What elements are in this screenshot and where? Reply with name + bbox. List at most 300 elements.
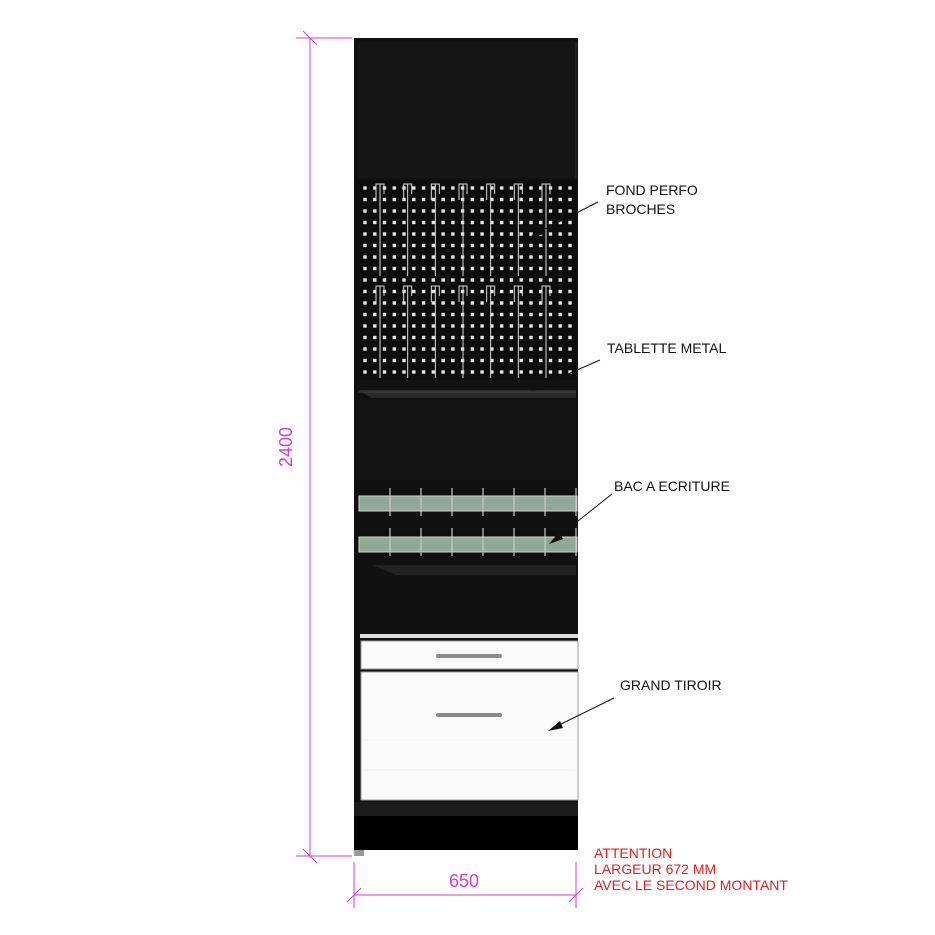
peg-hole: [451, 336, 454, 339]
peg-hole: [520, 313, 523, 316]
peg-hole: [383, 232, 386, 235]
peg-hole: [559, 313, 562, 316]
peg-hole: [500, 221, 503, 224]
peg-hole: [559, 290, 562, 293]
peg-hole: [432, 313, 435, 316]
peg-hole: [422, 244, 425, 247]
peg-hole: [510, 370, 513, 373]
peg-hole: [500, 244, 503, 247]
drawer-block: [358, 632, 578, 802]
peg-hole: [568, 347, 571, 350]
height-dimension: [296, 31, 352, 863]
peg-hole: [559, 347, 562, 350]
peg-hole: [432, 290, 435, 293]
peg-hole: [500, 370, 503, 373]
peg-hole: [422, 370, 425, 373]
peg-hole: [471, 209, 474, 212]
peg-hole: [422, 336, 425, 339]
peg-hole: [422, 347, 425, 350]
peg-hole: [510, 244, 513, 247]
peg-hole: [432, 209, 435, 212]
width-dimension-label: 650: [448, 871, 480, 891]
peg-hole: [471, 278, 474, 281]
peg-hole: [510, 232, 513, 235]
peg-hole: [363, 267, 366, 270]
peg-hole: [539, 347, 542, 350]
peg-hole: [373, 255, 376, 258]
peg-hole: [549, 198, 552, 201]
warning-line-2: LARGEUR 672 MM: [594, 861, 717, 877]
peg-hole: [568, 221, 571, 224]
peg-hole: [510, 255, 513, 258]
peg-hole: [383, 313, 386, 316]
peg-hole: [432, 278, 435, 281]
peg-hole: [529, 255, 532, 258]
peg-hole: [539, 244, 542, 247]
peg-hole: [363, 221, 366, 224]
peg-hole: [422, 255, 425, 258]
peg-hole: [510, 290, 513, 293]
peg-hole: [451, 244, 454, 247]
peg-hole: [510, 336, 513, 339]
peg-hole: [412, 370, 415, 373]
plinth-top: [354, 802, 578, 816]
metal-shelf: [358, 390, 576, 480]
peg-hole: [402, 347, 405, 350]
peg-hole: [451, 198, 454, 201]
peg-hole: [500, 324, 503, 327]
peg-hole: [529, 359, 532, 362]
peg-hole: [422, 324, 425, 327]
peg-hole: [363, 278, 366, 281]
peg-hole: [422, 198, 425, 201]
peg-hole: [510, 301, 513, 304]
peg-hole: [363, 209, 366, 212]
peg-hole: [520, 244, 523, 247]
peg-hole: [549, 324, 552, 327]
peg-hole: [412, 232, 415, 235]
peg-hole: [422, 290, 425, 293]
peg-hole: [520, 301, 523, 304]
peg-hole: [432, 255, 435, 258]
label-tablette-metal: TABLETTE METAL: [607, 340, 727, 356]
peg-hole: [480, 267, 483, 270]
peg-hole: [520, 370, 523, 373]
peg-hole: [393, 347, 396, 350]
peg-hole: [393, 324, 396, 327]
peg-hole: [559, 336, 562, 339]
peg-hole: [363, 232, 366, 235]
peg-hole: [480, 198, 483, 201]
peg-hole: [363, 301, 366, 304]
peg-hole: [393, 313, 396, 316]
peg-hole: [383, 359, 386, 362]
peg-hole: [471, 290, 474, 293]
peg-hole: [441, 359, 444, 362]
peg-hole: [432, 324, 435, 327]
peg-hole: [480, 232, 483, 235]
peg-hole: [383, 370, 386, 373]
peg-hole: [383, 267, 386, 270]
peg-hole: [480, 209, 483, 212]
peg-hole: [471, 244, 474, 247]
peg-hole: [549, 301, 552, 304]
peg-hole: [480, 290, 483, 293]
peg-hole: [412, 313, 415, 316]
peg-hole: [363, 186, 366, 189]
peg-hole: [510, 278, 513, 281]
peg-hole: [393, 255, 396, 258]
peg-hole: [451, 290, 454, 293]
peg-hole: [510, 221, 513, 224]
peg-hole: [549, 267, 552, 270]
peg-hole: [529, 336, 532, 339]
peg-hole: [383, 301, 386, 304]
peg-hole: [373, 232, 376, 235]
peg-hole: [451, 370, 454, 373]
peg-hole: [422, 278, 425, 281]
peg-hole: [559, 267, 562, 270]
peg-hole: [568, 301, 571, 304]
peg-hole: [422, 301, 425, 304]
peg-hole: [432, 186, 435, 189]
peg-hole: [510, 209, 513, 212]
peg-hole: [402, 370, 405, 373]
peg-hole: [568, 290, 571, 293]
peg-hole: [559, 244, 562, 247]
peg-hole: [520, 324, 523, 327]
peg-hole: [402, 255, 405, 258]
peg-hole: [568, 267, 571, 270]
peg-hole: [559, 209, 562, 212]
peg-hole: [510, 359, 513, 362]
peg-hole: [559, 370, 562, 373]
peg-hole: [480, 347, 483, 350]
peg-hole: [471, 186, 474, 189]
peg-hole: [383, 221, 386, 224]
peg-hole: [529, 347, 532, 350]
peg-hole: [568, 232, 571, 235]
peg-hole: [549, 370, 552, 373]
peg-hole: [363, 359, 366, 362]
peg-hole: [549, 232, 552, 235]
peg-hole: [441, 336, 444, 339]
peg-hole: [520, 278, 523, 281]
peg-hole: [539, 324, 542, 327]
peg-hole: [480, 324, 483, 327]
peg-hole: [363, 313, 366, 316]
peg-hole: [393, 301, 396, 304]
peg-hole: [529, 313, 532, 316]
peg-hole: [559, 232, 562, 235]
peg-hole: [412, 255, 415, 258]
peg-hole: [539, 221, 542, 224]
peg-hole: [412, 347, 415, 350]
peg-hole: [441, 255, 444, 258]
peg-hole: [393, 267, 396, 270]
peg-hole: [422, 359, 425, 362]
peg-hole: [471, 370, 474, 373]
peg-hole: [559, 301, 562, 304]
peg-hole: [568, 278, 571, 281]
peg-hole: [422, 313, 425, 316]
peg-hole: [402, 313, 405, 316]
peg-hole: [422, 232, 425, 235]
peg-hole: [451, 255, 454, 258]
plinth: [354, 816, 578, 850]
peg-hole: [402, 232, 405, 235]
peg-hole: [383, 324, 386, 327]
peg-hole: [393, 336, 396, 339]
peg-hole: [471, 324, 474, 327]
pegboard-panel: [360, 180, 576, 380]
peg-hole: [549, 278, 552, 281]
peg-hole: [393, 221, 396, 224]
peg-hole: [520, 267, 523, 270]
peg-hole: [539, 278, 542, 281]
peg-hole: [529, 209, 532, 212]
peg-hole: [451, 267, 454, 270]
peg-hole: [539, 370, 542, 373]
peg-hole: [383, 278, 386, 281]
peg-hole: [471, 336, 474, 339]
peg-hole: [363, 244, 366, 247]
peg-hole: [520, 198, 523, 201]
peg-hole: [529, 198, 532, 201]
peg-hole: [432, 232, 435, 235]
peg-hole: [422, 186, 425, 189]
peg-hole: [568, 359, 571, 362]
peg-hole: [402, 324, 405, 327]
peg-hole: [559, 186, 562, 189]
peg-hole: [520, 221, 523, 224]
peg-hole: [539, 359, 542, 362]
warning-line-3: AVEC LE SECOND MONTANT: [594, 877, 788, 893]
peg-hole: [500, 232, 503, 235]
peg-hole: [559, 278, 562, 281]
peg-hole: [529, 290, 532, 293]
peg-hole: [549, 359, 552, 362]
peg-hole: [480, 370, 483, 373]
peg-hole: [393, 198, 396, 201]
peg-hole: [520, 336, 523, 339]
peg-hole: [363, 324, 366, 327]
peg-hole: [510, 267, 513, 270]
peg-hole: [441, 290, 444, 293]
peg-hole: [412, 186, 415, 189]
peg-hole: [432, 359, 435, 362]
peg-hole: [393, 278, 396, 281]
pegboard-background: [360, 180, 576, 380]
peg-hole: [412, 359, 415, 362]
large-drawer: [361, 672, 578, 800]
peg-hole: [480, 301, 483, 304]
peg-hole: [412, 336, 415, 339]
peg-hole: [539, 255, 542, 258]
peg-hole: [568, 336, 571, 339]
peg-hole: [568, 186, 571, 189]
peg-hole: [539, 267, 542, 270]
peg-hole: [441, 301, 444, 304]
peg-hole: [480, 221, 483, 224]
peg-hole: [441, 324, 444, 327]
peg-hole: [500, 209, 503, 212]
peg-hole: [500, 267, 503, 270]
peg-hole: [363, 255, 366, 258]
peg-hole: [500, 278, 503, 281]
peg-hole: [500, 359, 503, 362]
peg-hole: [500, 198, 503, 201]
peg-hole: [471, 255, 474, 258]
peg-hole: [441, 370, 444, 373]
peg-hole: [559, 324, 562, 327]
peg-hole: [432, 244, 435, 247]
peg-hole: [441, 221, 444, 224]
peg-hole: [412, 244, 415, 247]
peg-hole: [373, 324, 376, 327]
peg-hole: [559, 359, 562, 362]
peg-hole: [373, 221, 376, 224]
peg-hole: [451, 278, 454, 281]
peg-hole: [480, 186, 483, 189]
peg-hole: [412, 198, 415, 201]
peg-hole: [383, 255, 386, 258]
peg-hole: [383, 198, 386, 201]
peg-hole: [402, 209, 405, 212]
peg-hole: [393, 370, 396, 373]
peg-hole: [451, 186, 454, 189]
peg-hole: [510, 186, 513, 189]
peg-hole: [432, 370, 435, 373]
peg-hole: [500, 301, 503, 304]
peg-hole: [432, 347, 435, 350]
peg-hole: [432, 198, 435, 201]
peg-hole: [510, 347, 513, 350]
label-bac-ecriture: BAC A ECRITURE: [614, 478, 730, 494]
peg-hole: [363, 198, 366, 201]
writing-tray-lower: [359, 537, 577, 552]
peg-hole: [549, 336, 552, 339]
peg-hole: [441, 209, 444, 212]
peg-hole: [373, 313, 376, 316]
peg-hole: [402, 336, 405, 339]
peg-hole: [539, 313, 542, 316]
peg-hole: [402, 221, 405, 224]
peg-hole: [363, 290, 366, 293]
peg-hole: [471, 301, 474, 304]
peg-hole: [412, 301, 415, 304]
peg-hole: [373, 347, 376, 350]
peg-hole: [393, 290, 396, 293]
label-grand-tiroir: GRAND TIROIR: [620, 677, 722, 693]
peg-hole: [529, 186, 532, 189]
peg-hole: [510, 313, 513, 316]
peg-hole: [480, 359, 483, 362]
peg-hole: [539, 209, 542, 212]
peg-hole: [568, 313, 571, 316]
peg-hole: [471, 267, 474, 270]
peg-hole: [568, 244, 571, 247]
peg-hole: [480, 255, 483, 258]
peg-hole: [500, 347, 503, 350]
peg-hole: [520, 255, 523, 258]
peg-hole: [422, 221, 425, 224]
peg-hole: [461, 278, 464, 281]
peg-hole: [451, 313, 454, 316]
label-broches: BROCHES: [606, 201, 676, 217]
peg-hole: [383, 209, 386, 212]
peg-hole: [529, 221, 532, 224]
peg-hole: [529, 244, 532, 247]
peg-hole: [500, 255, 503, 258]
peg-hole: [520, 232, 523, 235]
peg-hole: [549, 209, 552, 212]
peg-hole: [393, 232, 396, 235]
peg-hole: [500, 336, 503, 339]
peg-hole: [373, 359, 376, 362]
peg-hole: [451, 324, 454, 327]
peg-hole: [451, 209, 454, 212]
peg-hole: [510, 198, 513, 201]
peg-hole: [373, 278, 376, 281]
peg-hole: [480, 313, 483, 316]
peg-hole: [549, 255, 552, 258]
peg-hole: [383, 244, 386, 247]
top-panel: [358, 42, 576, 178]
peg-hole: [441, 267, 444, 270]
peg-hole: [451, 301, 454, 304]
peg-hole: [373, 244, 376, 247]
peg-hole: [529, 324, 532, 327]
peg-hole: [441, 278, 444, 281]
small-drawer-handle: [436, 654, 502, 658]
peg-hole: [500, 290, 503, 293]
peg-hole: [373, 370, 376, 373]
writing-tray-upper: [359, 496, 577, 511]
peg-hole: [529, 370, 532, 373]
peg-hole: [490, 278, 493, 281]
peg-hole: [529, 301, 532, 304]
peg-hole: [451, 221, 454, 224]
peg-hole: [441, 186, 444, 189]
peg-hole: [559, 198, 562, 201]
peg-hole: [568, 198, 571, 201]
adjustable-foot: [354, 850, 364, 856]
peg-hole: [441, 313, 444, 316]
peg-hole: [539, 336, 542, 339]
peg-hole: [451, 359, 454, 362]
peg-hole: [402, 359, 405, 362]
peg-hole: [393, 244, 396, 247]
peg-hole: [568, 209, 571, 212]
peg-hole: [393, 186, 396, 189]
large-drawer-handle: [436, 713, 502, 717]
peg-hole: [520, 209, 523, 212]
peg-hole: [500, 186, 503, 189]
peg-hole: [383, 347, 386, 350]
peg-hole: [529, 278, 532, 281]
warning-line-1: ATTENTION: [594, 845, 673, 861]
peg-hole: [432, 301, 435, 304]
peg-hole: [471, 347, 474, 350]
peg-hole: [383, 336, 386, 339]
peg-hole: [432, 336, 435, 339]
peg-hole: [363, 347, 366, 350]
peg-hole: [412, 267, 415, 270]
peg-hole: [568, 324, 571, 327]
peg-hole: [363, 336, 366, 339]
peg-hole: [441, 244, 444, 247]
